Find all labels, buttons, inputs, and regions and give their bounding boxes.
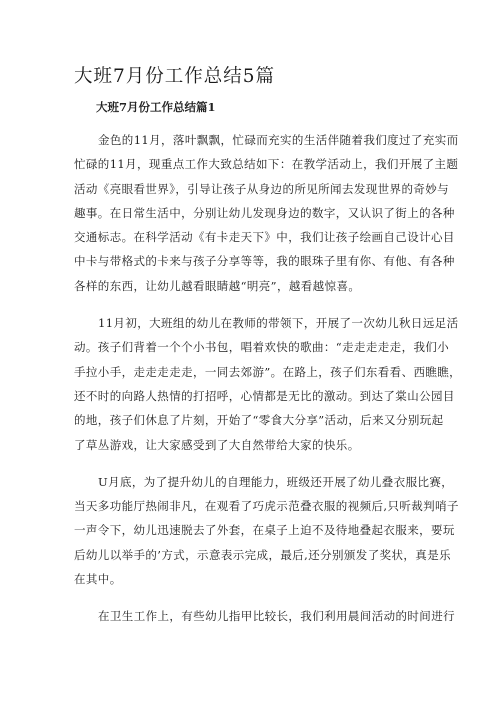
paragraph-line: 各样的东西，让幼儿越看眼睛越“明亮”，越看越惊喜。 (74, 278, 361, 293)
paragraph-line: 趣事。在日常生活中，分别让幼儿发现身边的数字，又认识了街上的各种 (74, 205, 455, 220)
paragraph-line: 金色的11月，落叶飘飘，忙碌而充实的生活伴随着我们度过了充实而 (98, 133, 459, 147)
paragraph-line: 动。孩子们背着一个个小书包，唱着欢快的歌曲：“走走走走走，我们小 (74, 340, 450, 355)
paragraph-1 (74, 128, 459, 298)
paragraph-line: 11月初，大班组的幼儿在教师的带领下，开展了一次幼儿秋日远足活 (98, 316, 459, 331)
paragraph-4 (74, 604, 455, 628)
paragraph-line: 手拉小手，走走走走走，一同去郊游”。在路上，孩子们东看看、西瞧瞧， (74, 364, 462, 379)
paragraph-2 (74, 311, 462, 457)
paragraph-3 (74, 470, 459, 591)
paragraph-line: U月底，为了提升幼儿的自理能力，班级还开展了幼儿叠衣服比赛， (98, 474, 454, 489)
paragraph-line: 后幼儿以举手的’方式，示意表示完成，最后,还分别颁发了奖状，真是乐 (74, 547, 452, 562)
paragraph-line: 交通标志。在科学活动《有卡走天下》中，我们让孩子绘画自己设计心目 (74, 230, 455, 245)
paragraph-line: 一声令下，幼儿迅速脱去了外套，在桌子上迫不及待地叠起衣服来，要玩 (74, 523, 455, 538)
paragraph-line: 活动《亮眼看世界》，引导让孩子从身边的所见所闻去发现世界的奇妙与 (74, 181, 450, 196)
paragraph-line: 当天多功能厅热闹非凡，在观看了巧虎示范叠衣服的视频后,只听裁判哨子 (74, 499, 459, 514)
paragraph-line: 在卫生工作上，有些幼儿指甲比较长，我们利用晨间活动的时间进行 (98, 609, 455, 624)
document-body (74, 128, 462, 642)
paragraph-line: 忙碌的11月，现重点工作大致总结如下：在教学活动上，我们开展了主题 (74, 157, 459, 172)
paragraph-line: 还不时的向路人热情的打招呼，心情都是无比的激动。到达了棠山公园目 (74, 388, 455, 403)
document-title: 大班7月份工作总结5篇 (74, 66, 276, 87)
paragraph-line: 中卡与带格式的卡来与孩子分享等等，我的眼珠子里有你、有他、有各种 (74, 254, 455, 269)
paragraph-line: 了草丛游戏，让大家感受到了大自然带给大家的快乐。 (74, 437, 360, 452)
section-subtitle: 大班7月份工作总结篇1 (96, 100, 216, 114)
paragraph-line: 在其中。 (74, 572, 122, 587)
paragraph-line: 的地，孩子们休息了片刻，开始了“零食大分享”活动，后来又分别玩起 (74, 413, 444, 428)
